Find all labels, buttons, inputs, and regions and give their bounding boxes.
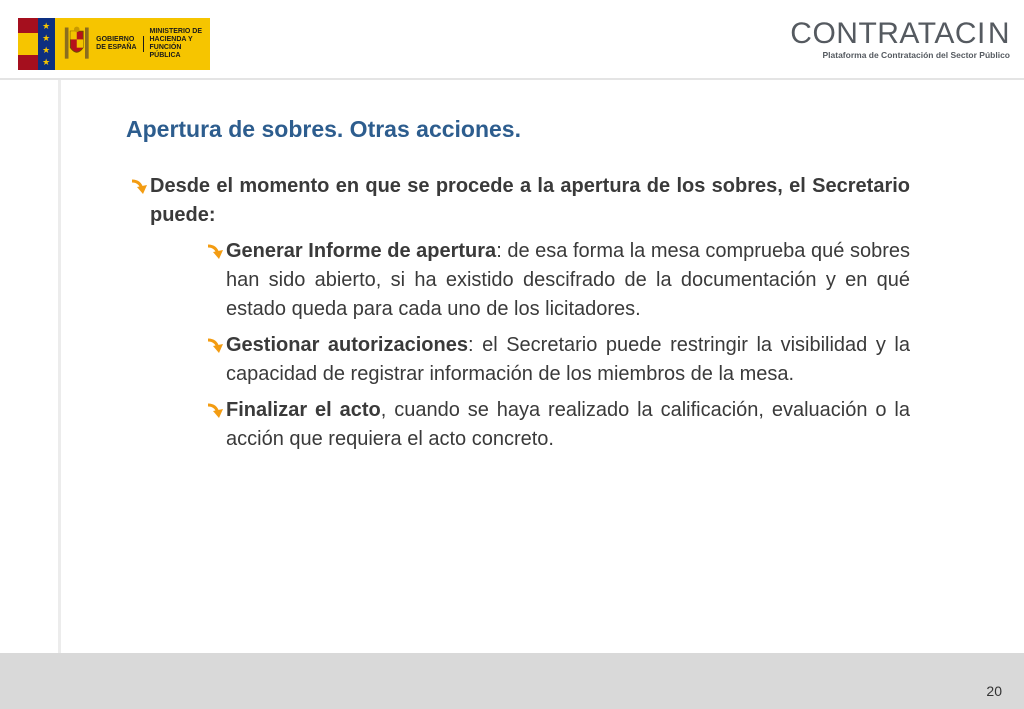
curved-arrow-icon [130,178,150,196]
spain-flag-icon [18,18,38,70]
brand-subtitle: Plataforma de Contratación del Sector Público [822,50,1010,60]
gov-logo-line2: MINISTERIO DE HACIENDA Y FUNCIÓN PÚBLICA [149,28,203,59]
left-margin-rule [58,80,61,653]
list-item [226,396,910,454]
slide-footer [0,653,1024,709]
item-text: : de esa forma la mesa comprueba qué sobres han sido abierto, si ha existido descifrado de la documentación y en qué estado queda para cada uno de los licitadores. [226,240,910,320]
eu-flag-icon: ★ ★ ★ ★ [38,18,55,70]
item-text: , cuando se haya realizado la calificación, evaluación o la acción que requiera el acto concreto. [226,399,910,450]
curved-arrow-icon [206,337,226,355]
item-term: Finalizar el acto [226,399,381,421]
curved-arrow-icon [206,243,226,261]
curved-arrow-icon [206,402,226,420]
contratacion-logo [790,17,1010,60]
slide-content [130,172,910,454]
list-item [226,237,910,324]
brand-name-end: N [987,17,1010,50]
coat-of-arms-icon [63,24,91,64]
item-term: Generar Informe de apertura [226,240,497,262]
brand-name [790,17,1010,50]
item-term: Gestionar autorizaciones [226,334,468,356]
slide-header [0,0,1024,80]
government-logo [18,18,210,70]
gov-logo-line1: GOBIERNO DE ESPAÑA [96,36,143,52]
intro-text: Desde el momento en que se procede a la apertura de los sobres, el Secretario puede: [150,175,910,226]
slide-title: Apertura de sobres. Otras acciones. [126,116,521,142]
page-number: 20 [986,683,1002,699]
item-text: : el Secretario puede restringir la visibilidad y la capacidad de registrar información de los miembros de la mesa. [226,334,910,385]
intro-bullet [130,172,910,230]
header-divider [0,78,1024,80]
list-item [226,331,910,389]
brand-name-start: CONTRATACI [790,17,986,50]
